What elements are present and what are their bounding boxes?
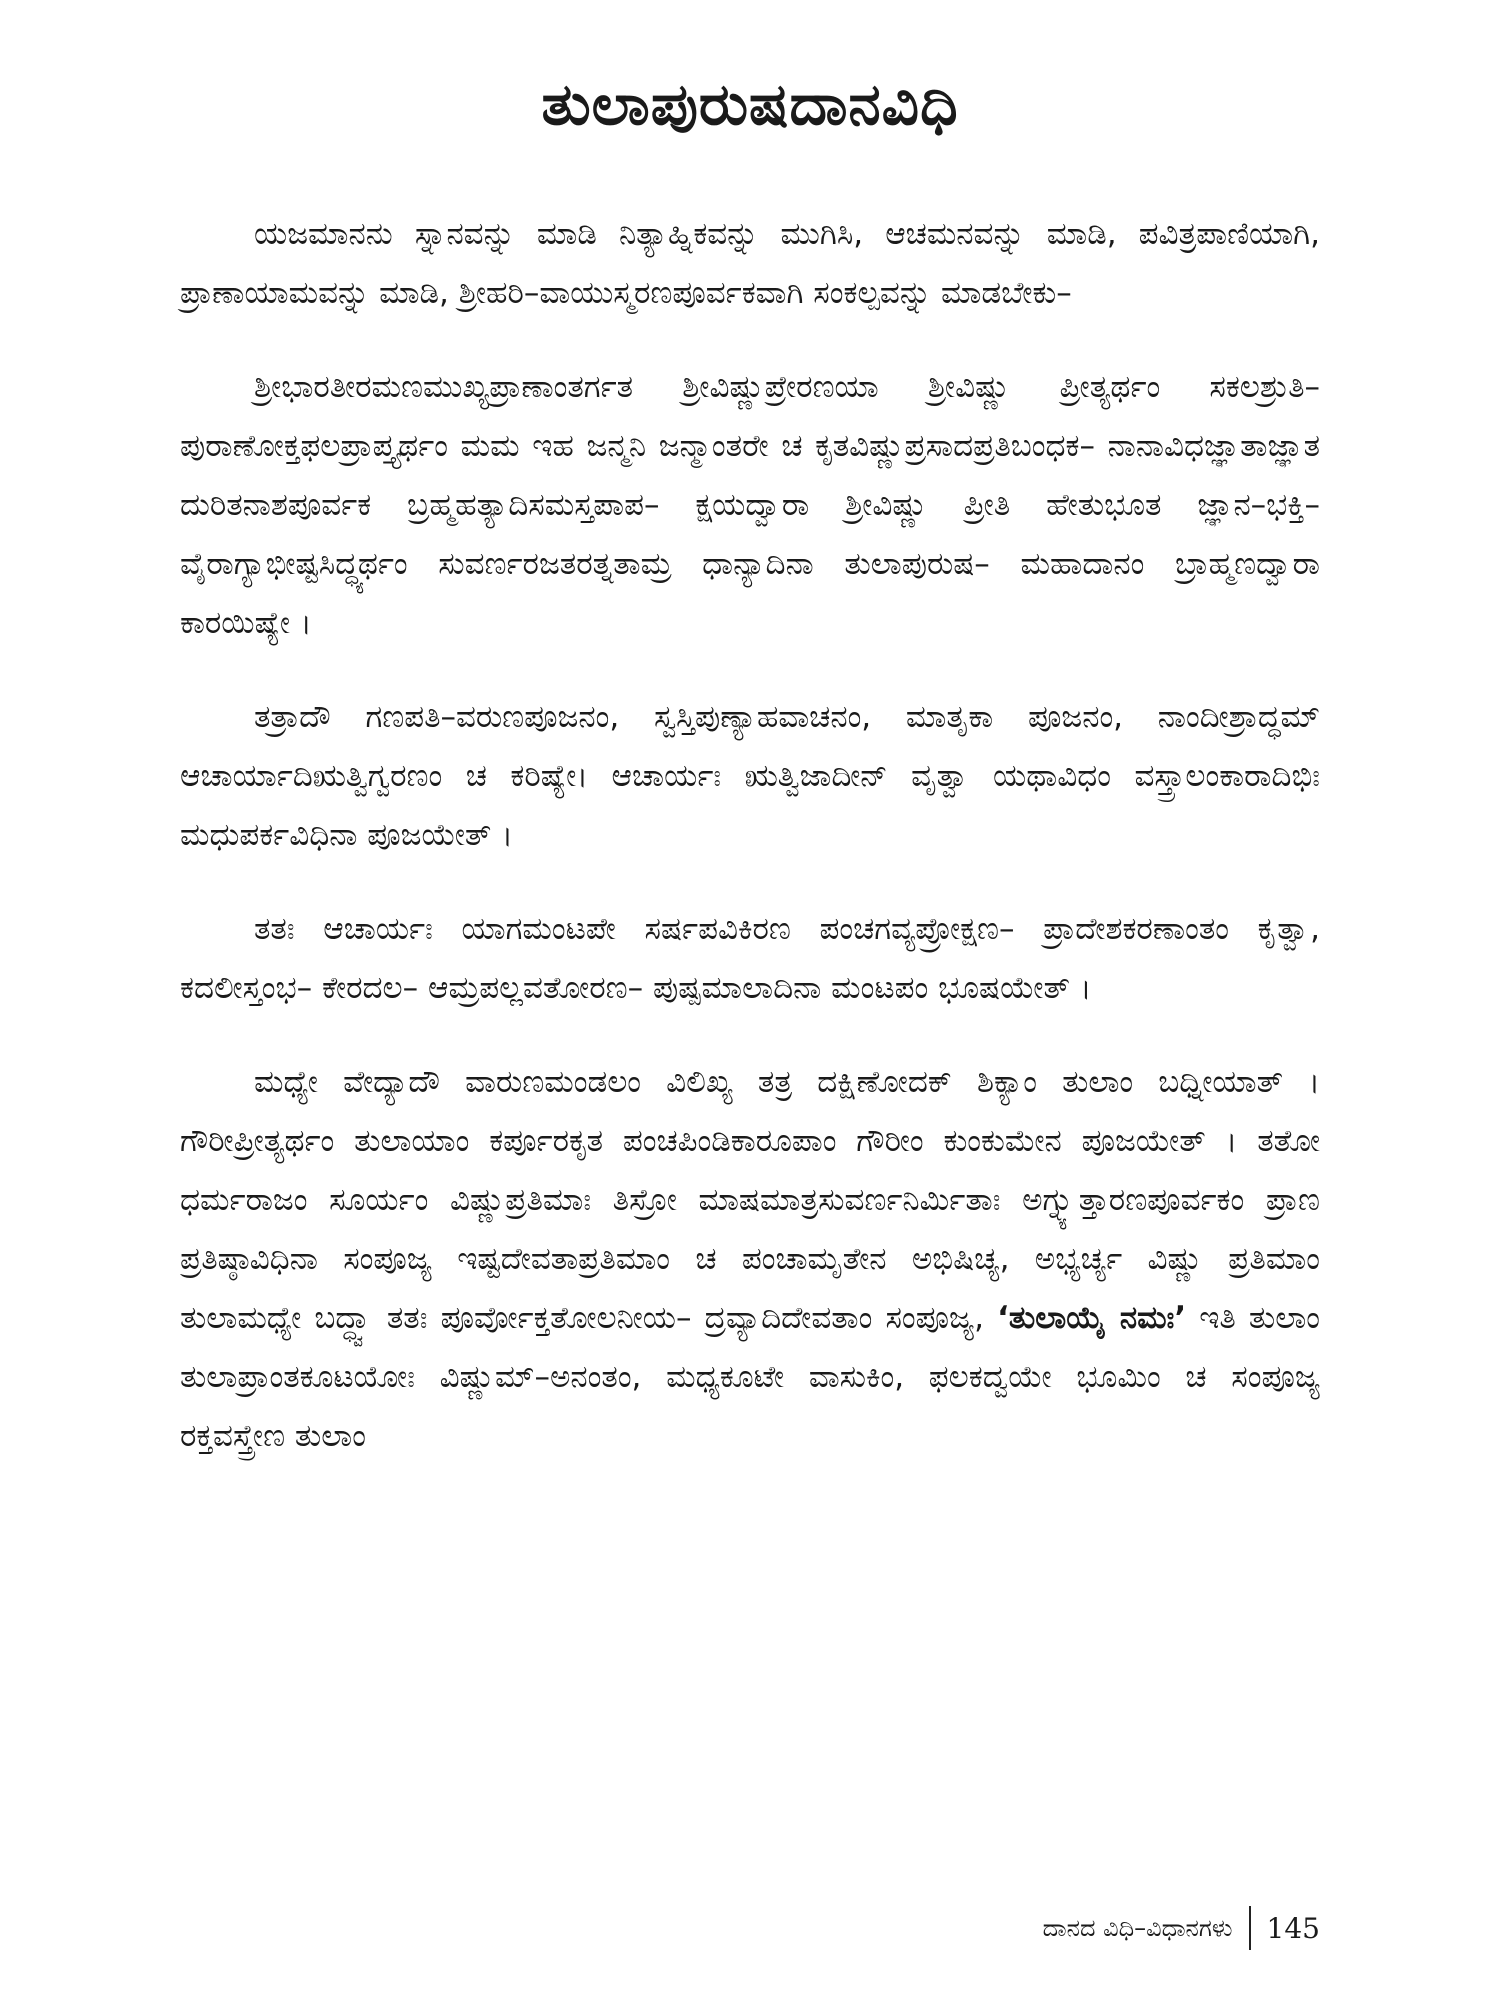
paragraph-5-text: ಮಧ್ಯೇ ವೇದ್ಯಾದೌ ವಾರುಣಮಂಡಲಂ ವಿಲಿಖ್ಯ ತತ್ರ ದಕ್ಷಿಣೋದಕ್ ಶಿಕ್ಯಾಂ ತುಲಾಂ ಬಧ್ನೀಯಾತ್ । ಗೌರೀಪ್ರೀತ್ಯರ್ಥಂ ತುಲಾಯಾಂ ಕರ್ಪೂರಕೃತ ಪಂಚಪಿಂಡಿಕಾರೂಪಾಂ ಗೌರೀಂ ಕುಂಕುಮೇನ ಪೂಜಯೇತ್ । ತತೋ ಧರ್ಮರಾಜಂ ಸೂರ್ಯಂ ವಿಷ್ಣುಪ್ರತಿಮಾಃ ತಿಸ್ರೋ ಮಾಷಮಾತ್ರಸುವರ್ಣನಿರ್ಮಿತಾಃ ಅಗ್ನ್ಯುತ್ತಾರಣಪೂರ್ವಕಂ ಪ್ರಾಣ ಪ್ರತಿಷ್ಠಾವಿಧಿನಾ ಸಂಪೂಜ್ಯ ಇಷ್ಟದೇವತಾಪ್ರತಿಮಾಂ ಚ ಪಂಚಾಮೃತೇನ ಅಭಿಷಿಚ್ಯ, ಅಭ್ಯರ್ಚ್ಯ ವಿಷ್ಣು ಪ್ರತಿಮಾಂ ತುಲಾಮಧ್ಯೇ ಬದ್ಧ್ವಾ ತತಃ ಪೂರ್ವೋಕ್ತತೋಲನೀಯ– ದ್ರವ್ಯಾದಿದೇವತಾಂ ಸಂಪೂಜ್ಯ,: [180, 1064, 1320, 1336]
body-text: [180, 205, 1320, 1501]
footer-section-title: ದಾನದ ವಿಧಿ–ವಿಧಾನಗಳು: [1042, 1914, 1233, 1942]
paragraph-3: ತತ್ರಾದೌ ಗಣಪತಿ–ವರುಣಪೂಜನಂ, ಸ್ವಸ್ತಿಪುಣ್ಯಾಹವಾಚನಂ, ಮಾತೃಕಾ ಪೂಜನಂ, ನಾಂದೀಶ್ರಾದ್ಧಮ್ ಆಚಾರ್ಯಾದಿಋತ್ವಿಗ್ವರಣಂ ಚ ಕರಿಷ್ಯೇ। ಆಚಾರ್ಯಃ ಋತ್ವಿಜಾದೀನ್ ವೃತ್ವಾ ಯಥಾವಿಧಂ ವಸ್ತ್ರಾಲಂಕಾರಾದಿಭಿಃ ಮಧುಪರ್ಕವಿಧಿನಾ ಪೂಜಯೇತ್ ।: [180, 699, 1320, 853]
paragraph-5-bold-phrase: ‘ತುಲಾಯೈ ನಮಃ’: [997, 1300, 1187, 1336]
paragraph-1: ಯಜಮಾನನು ಸ್ನಾನವನ್ನು ಮಾಡಿ ನಿತ್ಯಾಹ್ನಿಕವನ್ನು ಮುಗಿಸಿ, ಆಚಮನವನ್ನು ಮಾಡಿ, ಪವಿತ್ರಪಾಣಿಯಾಗಿ, ಪ್ರಾಣಾಯಾಮವನ್ನು ಮಾಡಿ, ಶ್ರೀಹರಿ–ವಾಯುಸ್ಮರಣಪೂರ್ವಕವಾಗಿ ಸಂಕಲ್ಪವನ್ನು ಮಾಡಬೇಕು–: [180, 216, 1320, 311]
page-title: ತುಲಾಪುರುಷದಾನವಿಧಿ: [541, 70, 959, 138]
page-number: 145: [1266, 1911, 1320, 1945]
page-footer: [1043, 1906, 1320, 1950]
paragraph-2: ಶ್ರೀಭಾರತೀರಮಣಮುಖ್ಯಪ್ರಾಣಾಂತರ್ಗತ ಶ್ರೀವಿಷ್ಣುಪ್ರೇರಣಯಾ ಶ್ರೀವಿಷ್ಣು ಪ್ರೀತ್ಯರ್ಥಂ ಸಕಲಶ್ರುತಿ–ಪುರಾಣೋಕ್ತಫಲಪ್ರಾಪ್ತ್ಯರ್ಥಂ ಮಮ ಇಹ ಜನ್ಮನಿ ಜನ್ಮಾಂತರೇ ಚ ಕೃತವಿಷ್ಣುಪ್ರಸಾದಪ್ರತಿಬಂಧಕ– ನಾನಾವಿಧಜ್ಞಾತಾಜ್ಞಾತ ದುರಿತನಾಶಪೂರ್ವಕ ಬ್ರಹ್ಮಹತ್ಯಾದಿಸಮಸ್ತಪಾಪ– ಕ್ಷಯದ್ವಾರಾ ಶ್ರೀವಿಷ್ಣು ಪ್ರೀತಿ ಹೇತುಭೂತ ಜ್ಞಾನ–ಭಕ್ತಿ–ವೈರಾಗ್ಯಾಭೀಷ್ಟಸಿದ್ಧ್ಯರ್ಥಂ ಸುವರ್ಣರಜತರತ್ನತಾಮ್ರ ಧಾನ್ಯಾದಿನಾ ತುಲಾಪುರುಷ– ಮಹಾದಾನಂ ಬ್ರಾಹ್ಮಣದ್ವಾರಾ ಕಾರಯಿಷ್ಯೇ ।: [180, 369, 1320, 641]
paragraph-4: ತತಃ ಆಚಾರ್ಯಃ ಯಾಗಮಂಟಪೇ ಸರ್ಷಪವಿಕಿರಣ ಪಂಚಗವ್ಯಪ್ರೋಕ್ಷಣ– ಪ್ರಾದೇಶಕರಣಾಂತಂ ಕೃತ್ವಾ, ಕದಲೀಸ್ತಂಭ– ಕೇರದಲ– ಆಮ್ರಪಲ್ಲವತೋರಣ– ಪುಷ್ಪಮಾಲಾದಿನಾ ಮಂಟಪಂ ಭೂಷಯೇತ್ ।: [180, 911, 1320, 1006]
paragraph-5: [180, 1053, 1320, 1466]
footer-divider: [1249, 1906, 1251, 1950]
paragraph-5-continuation: ಇತಿ ತುಲಾಂ ತುಲಾಪ್ರಾಂತಕೂಟಯೋಃ ವಿಷ್ಣುಮ್–ಅನಂತಂ, ಮಧ್ಯಕೂಟೇ ವಾಸುಕಿಂ, ಫಲಕದ್ವಯೇ ಭೂಮಿಂ ಚ ಸಂಪೂಜ್ಯ ರಕ್ತವಸ್ತ್ರೇಣ ತುಲಾಂ: [180, 1300, 1320, 1454]
